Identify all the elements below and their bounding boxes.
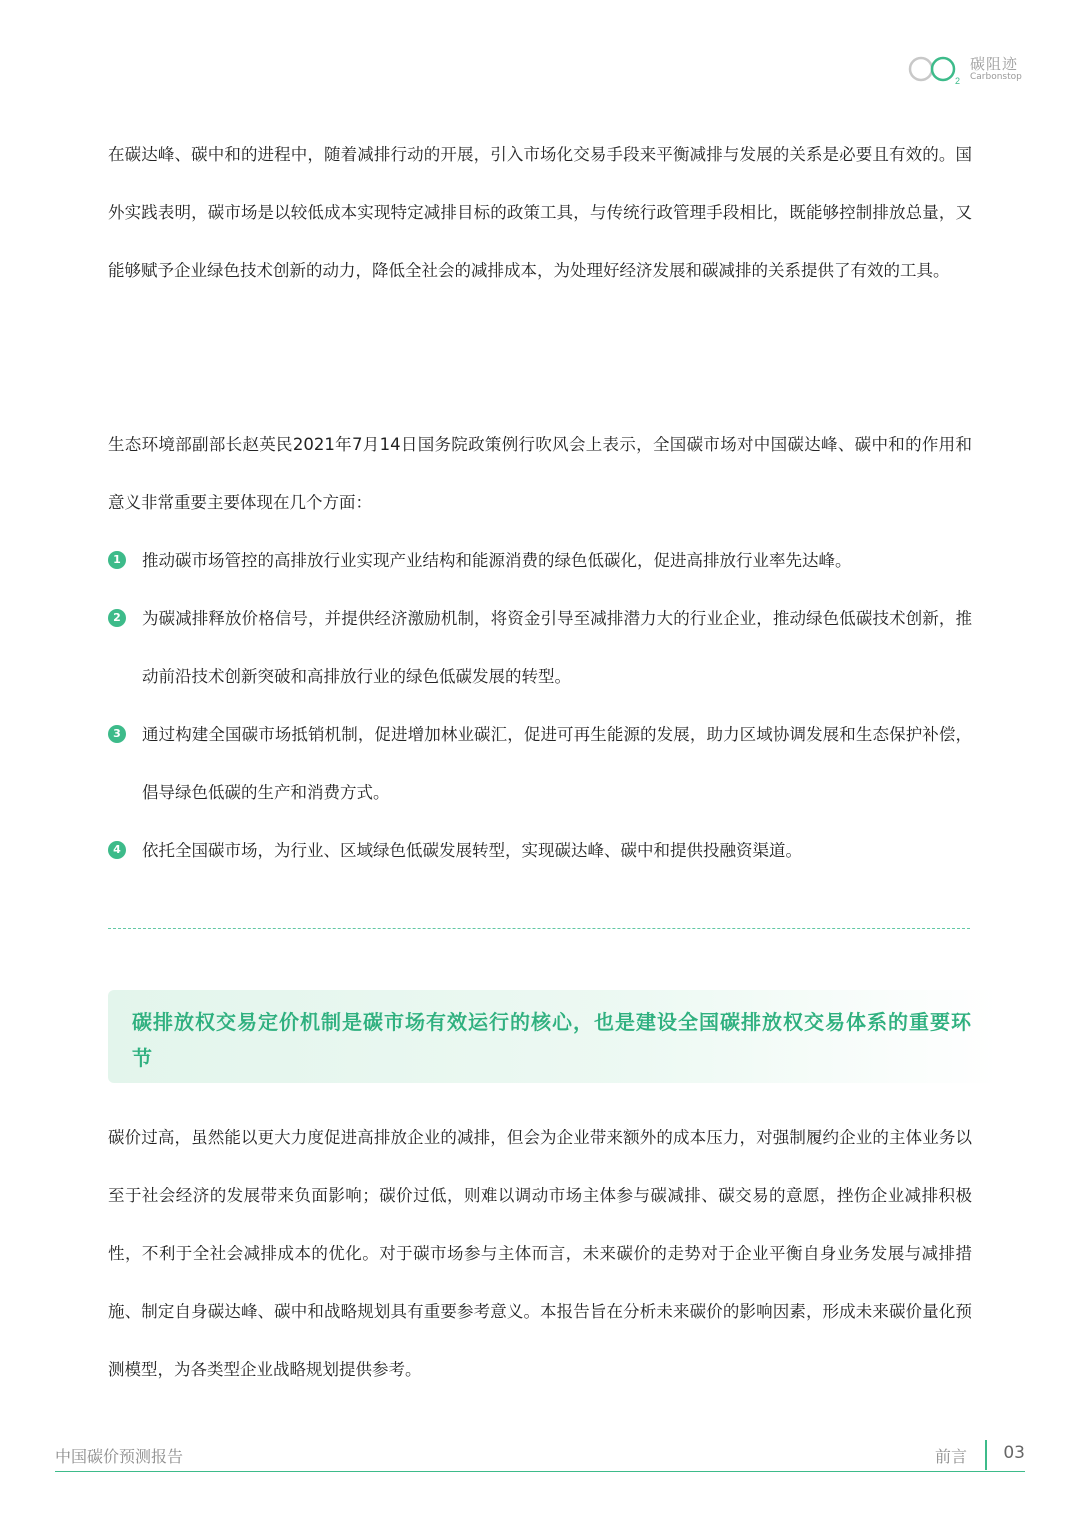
footer-separator [985, 1440, 987, 1470]
list-item [108, 822, 972, 880]
logo-subtitle: Carbonstop [970, 72, 1022, 82]
list-item [108, 706, 972, 822]
footer-report-title: 中国碳价预测报告 [55, 1447, 184, 1466]
page-footer [55, 1440, 1025, 1472]
co2-subscript: 2 [955, 76, 961, 86]
callout-text: 碳排放权交易定价机制是碳市场有效运行的核心，也是建设全国碳排放权交易体系的重要环节 [132, 1010, 972, 1070]
quote-intro-paragraph: 生态环境部副部长赵英民2021年7月14日国务院政策例行吹风会上表示，全国碳市场对中国碳达峰、碳中和的作用和意义非常重要主要体现在几个方面： [108, 435, 972, 512]
list-item-text: 依托全国碳市场，为行业、区域绿色低碳发展转型，实现碳达峰、碳中和提供投融资渠道。 [142, 841, 802, 860]
list-item [108, 532, 972, 590]
footer-section-name: 前言 [934, 1447, 967, 1466]
list-item-text: 为碳减排释放价格信号，并提供经济激励机制，将资金引导至减排潜力大的行业企业，推动绿色低碳技术创新，推动前沿技术创新突破和高排放行业的绿色低碳发展的转型。 [142, 609, 972, 686]
significance-list [108, 532, 972, 880]
callout-box [108, 990, 998, 1083]
dashed-divider [108, 928, 970, 929]
intro-paragraph: 在碳达峰、碳中和的进程中，随着减排行动的开展，引入市场化交易手段来平衡减排与发展的关系是必要且有效的。国外实践表明，碳市场是以较低成本实现特定减排目标的政策工具，与传统行政管理手段相比，既能够控制排放总量，又能够赋予企业绿色技术创新的动力，降低全社会的减排成本，为处理好经济发展和碳减排的关系提供了有效的工具。 [108, 145, 972, 280]
co2-logo-icon [906, 50, 970, 90]
number-4-icon: 4 [108, 841, 126, 859]
number-1-icon: 1 [108, 551, 126, 569]
logo-name: 碳阻迹 [970, 55, 1019, 73]
list-item-text: 通过构建全国碳市场抵销机制，促进增加林业碳汇，促进可再生能源的发展，助力区域协调发展和生态保护补偿，倡导绿色低碳的生产和消费方式。 [142, 725, 972, 802]
page-number: 03 [1003, 1443, 1025, 1463]
footer-rule [55, 1471, 1025, 1472]
list-item-text: 推动碳市场管控的高排放行业实现产业结构和能源消费的绿色低碳化，促进高排放行业率先达峰。 [142, 551, 852, 570]
list-item [108, 590, 972, 706]
conclusion-paragraph: 碳价过高，虽然能以更大力度促进高排放企业的减排，但会为企业带来额外的成本压力，对强制履约企业的主体业务以至于社会经济的发展带来负面影响；碳价过低，则难以调动市场主体参与碳减排、碳交易的意愿，挫伤企业减排积极性，不利于全社会减排成本的优化。对于碳市场参与主体而言，未来碳价的走势对于企业平衡自身业务发展与减排措施、制定自身碳达峰、碳中和战略规划具有重要参考意义。本报告旨在分析未来碳价的影响因素，形成未来碳价量化预测模型，为各类型企业战略规划提供参考。 [108, 1128, 972, 1379]
carbonstop-logo [906, 50, 1036, 90]
number-2-icon: 2 [108, 609, 126, 627]
number-3-icon: 3 [108, 725, 126, 743]
